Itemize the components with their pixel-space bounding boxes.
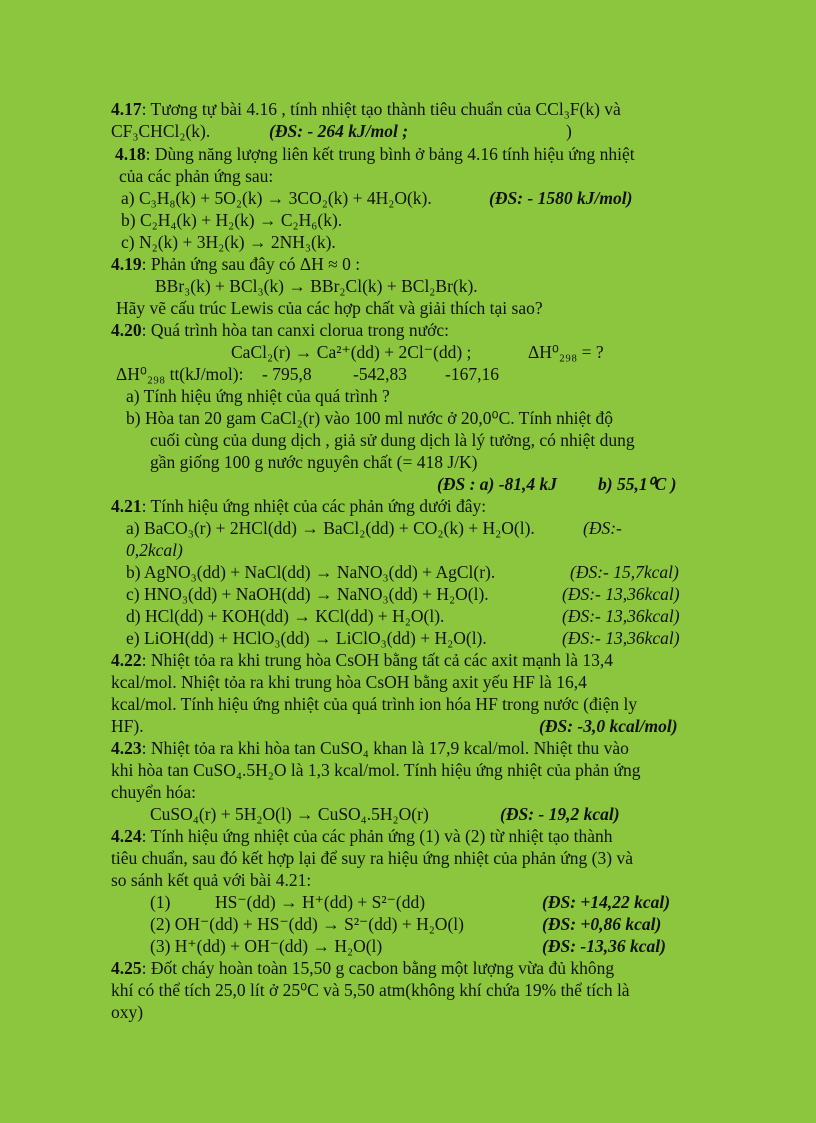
question-b: b) Hòa tan 20 gam CaCl₂(r) vào 100 ml nước ở 20,0⁰C. Tính nhiệt độ	[126, 408, 613, 428]
problem-text: khí có thể tích 25,0 lít ở 25⁰C và 5,50 atm(không khí chứa 19% thể tích là	[111, 980, 630, 1000]
answer: (ĐS: +14,22 kcal)	[542, 892, 671, 912]
reaction-a: a) BaCO₃(r) + 2HCl(dd) → BaCl₂(dd) + CO₂(k) + H₂O(l).	[126, 518, 535, 538]
problem-text: của các phản ứng sau:	[119, 166, 274, 186]
question-b-cont: cuối cùng của dung dịch , giả sử dung dịch là lý tưởng, có nhiệt dung	[150, 430, 635, 450]
problem-4-22-line-1	[111, 649, 613, 671]
problem-4-23-line-1	[111, 737, 629, 759]
answer: (ĐS:- 13,36kcal)	[562, 628, 680, 648]
problem-text: kcal/mol. Nhiệt tỏa ra khi trung hòa CsOH bằng axit yếu HF là 16,4	[111, 672, 587, 692]
question-a: a) Tính hiệu ứng nhiệt của quá trình ?	[126, 386, 390, 406]
enthalpy-value: - 795,8	[262, 364, 312, 384]
problem-text: : Tính hiệu ứng nhiệt của các phản ứng dưới đây:	[141, 496, 487, 516]
reaction-a: a) C₃H₈(k) + 5O₂(k) → 3CO₂(k) + 4H₂O(k).	[121, 188, 432, 208]
enthalpy-label: ΔH⁰₂₉₈ tt(kJ/mol):	[116, 364, 244, 384]
answer: (ĐS:-	[583, 518, 622, 538]
reaction: CuSO₄(r) + 5H₂O(l) → CuSO₄.5H₂O(r)	[150, 804, 429, 824]
answer: (ĐS:- 13,36kcal)	[562, 606, 680, 626]
problem-4-19-line-1	[111, 253, 360, 275]
problem-text: : Quá trình hòa tan canxi clorua trong nước:	[141, 320, 450, 340]
problem-4-25-line-1	[111, 957, 614, 979]
problem-number: 4.24	[111, 826, 142, 846]
problem-4-20-line-1	[111, 319, 449, 341]
problem-4-18-line-1	[115, 143, 635, 165]
reaction-3: (3) H⁺(dd) + OH⁻(dd) → H₂O(l)	[150, 936, 383, 956]
problem-text: : Nhiệt tỏa ra khi trung hòa CsOH bằng tất cả các axit mạnh là 13,4	[141, 650, 614, 670]
answer: (ĐS: - 19,2 kcal)	[500, 804, 620, 824]
answer: (ĐS : a) -81,4 kJ	[437, 474, 558, 494]
problem-text: so sánh kết quả với bài 4.21:	[111, 870, 312, 890]
problem-text: oxy)	[111, 1002, 144, 1022]
problem-text: tiêu chuẩn, sau đó kết hợp lại để suy ra hiệu ứng nhiệt của phản ứng (3) và	[111, 848, 633, 868]
answer: 0,2kcal)	[126, 540, 183, 560]
problem-4-21-line-1	[111, 495, 486, 517]
problem-number: 4.19	[111, 254, 142, 274]
reaction-c: c) HNO₃(dd) + NaOH(dd) → NaNO₃(dd) + H₂O(l).	[126, 584, 489, 604]
reaction-b: b) AgNO₃(dd) + NaCl(dd) → NaNO₃(dd) + AgCl(r).	[126, 562, 496, 582]
problem-text: : Đốt cháy hoàn toàn 15,50 g cacbon bằng một lượng vừa đủ không	[141, 958, 615, 978]
enthalpy-question: ΔH⁰₂₉₈ = ?	[528, 342, 604, 362]
answer: (ĐS:- 15,7kcal)	[570, 562, 679, 582]
problem-text: CF₃CHCl₂(k).	[111, 121, 211, 141]
problem-number: 4.18	[115, 144, 146, 164]
problem-4-24-line-1	[111, 825, 612, 847]
problem-number: 4.22	[111, 650, 142, 670]
answer: b) 55,1⁰C )	[598, 474, 677, 494]
answer-close: )	[566, 121, 572, 141]
problem-text: khi hòa tan CuSO₄.5H₂O là 1,3 kcal/mol. Tính hiệu ứng nhiệt của phản ứng	[111, 760, 641, 780]
enthalpy-value: -542,83	[353, 364, 407, 384]
problem-4-17-line-2	[111, 120, 210, 142]
problem-number: 4.25	[111, 958, 142, 978]
problem-text: HF).	[111, 716, 144, 736]
answer: (ĐS: -3,0 kcal/mol)	[539, 716, 678, 736]
problem-number: 4.20	[111, 320, 142, 340]
problem-text: : Nhiệt tỏa ra khi hòa tan CuSO₄ khan là 17,9 kcal/mol. Nhiệt thu vào	[141, 738, 629, 758]
reaction-number: (1)	[150, 892, 171, 912]
answer: (ĐS: +0,86 kcal)	[542, 914, 662, 934]
reaction-d: d) HCl(dd) + KOH(dd) → KCl(dd) + H₂O(l).	[126, 606, 445, 626]
reaction-b: b) C₂H₄(k) + H₂(k) → C₂H₆(k).	[121, 210, 343, 230]
problem-number: 4.23	[111, 738, 142, 758]
problem-number: 4.21	[111, 496, 142, 516]
answer: (ĐS: - 1580 kJ/mol)	[489, 188, 633, 208]
problem-text: : Tương tự bài 4.16 , tính nhiệt tạo thành tiêu chuẩn của CCl₃F(k) và	[141, 99, 621, 119]
problem-text: chuyển hóa:	[111, 782, 197, 802]
question-b-cont: gần giống 100 g nước nguyên chất (= 418 J/K)	[150, 452, 478, 472]
problem-text: : Dùng năng lượng liên kết trung bình ở bảng 4.16 tính hiệu ứng nhiệt	[145, 144, 635, 164]
problem-text: : Tính hiệu ứng nhiệt của các phản ứng (1) và (2) từ nhiệt tạo thành	[141, 826, 613, 846]
problem-text: Hãy vẽ cấu trúc Lewis của các hợp chất và giải thích tại sao?	[116, 298, 543, 318]
answer: (ĐS: -13,36 kcal)	[542, 936, 666, 956]
reaction: BBr₃(k) + BCl₃(k) → BBr₂Cl(k) + BCl₂Br(k).	[155, 276, 478, 296]
problem-text: : Phản ứng sau đây có ΔH ≈ 0 :	[141, 254, 361, 274]
answer: (ĐS: - 264 kJ/mol ;	[269, 121, 409, 141]
reaction-c: c) N₂(k) + 3H₂(k) → 2NH₃(k).	[121, 232, 336, 252]
enthalpy-value: -167,16	[445, 364, 499, 384]
answer: (ĐS:- 13,36kcal)	[562, 584, 680, 604]
reaction-1: HS⁻(dd) → H⁺(dd) + S²⁻(dd)	[215, 892, 426, 912]
problem-number: 4.17	[111, 99, 142, 119]
reaction-e: e) LiOH(dd) + HClO₃(dd) → LiClO₃(dd) + H₂O(l).	[126, 628, 487, 648]
problem-4-17-line-1	[111, 98, 621, 120]
problem-text: kcal/mol. Tính hiệu ứng nhiệt của quá trình ion hóa HF trong nước (điện ly	[111, 694, 638, 714]
reaction-2: (2) OH⁻(dd) + HS⁻(dd) → S²⁻(dd) + H₂O(l)	[150, 914, 464, 934]
reaction: CaCl₂(r) → Ca²⁺(dd) + 2Cl⁻(dd) ;	[231, 342, 472, 362]
